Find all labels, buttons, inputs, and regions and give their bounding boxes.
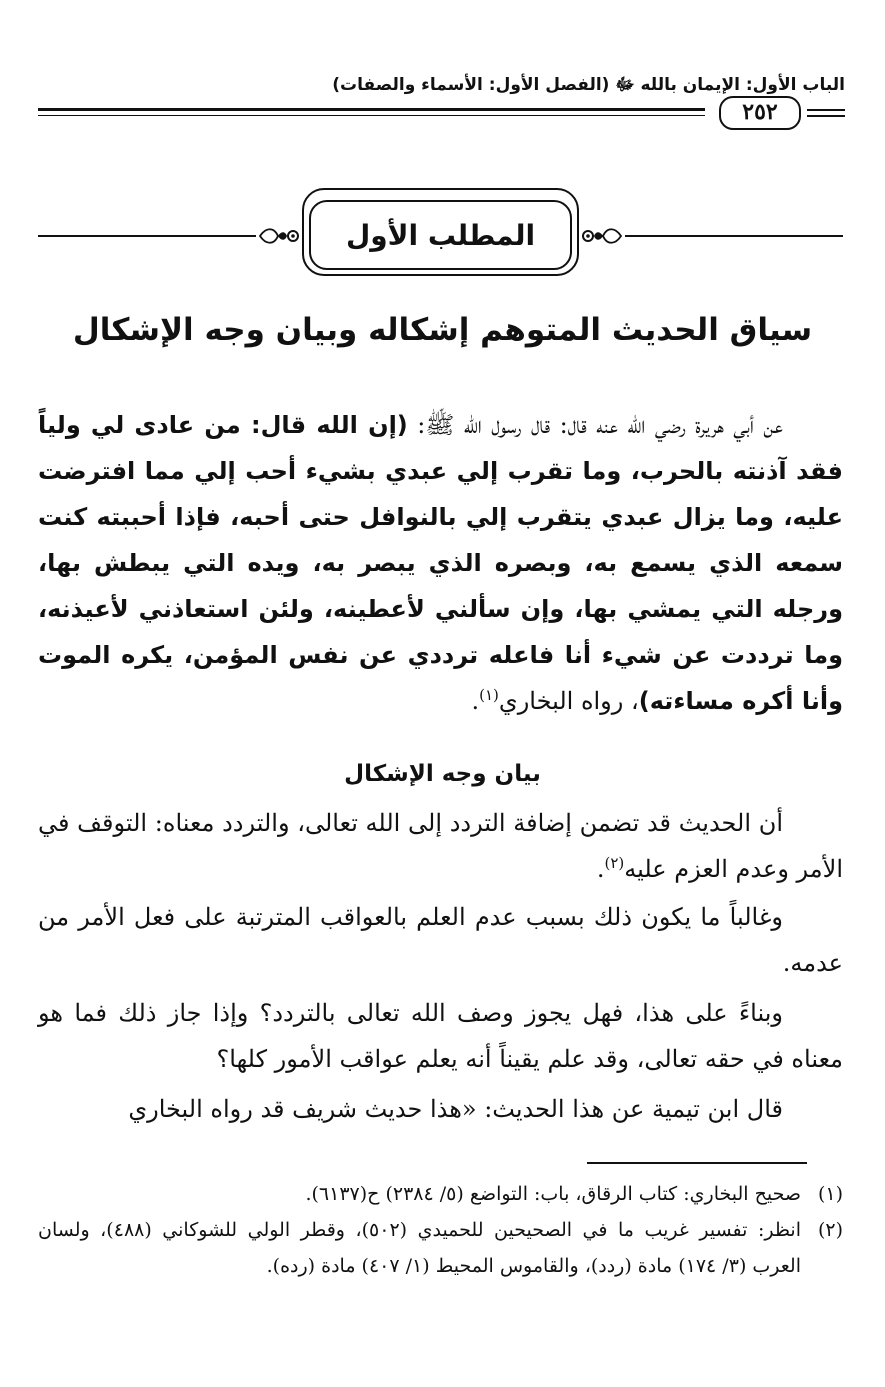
footnote-text: انظر: تفسير غريب ما في الصحيحين للحميدي (٥٠٢)، وقطر الولي للشوكاني (٤٨٨)، ولسان العرب (٣/ ١٧٤) مادة (ردد)، والقاموس المحيط (١/ ٤٠٧) مادة (رده). [38, 1219, 801, 1277]
header-bar-bottom [807, 115, 845, 117]
body-text-4: قال ابن تيمية عن هذا الحديث: «هذا حديث شريف قد رواه البخاري [128, 1095, 783, 1123]
footnote-ref-2: (٢) [604, 854, 625, 872]
footnote-text: صحيح البخاري: كتاب الرقاق، باب: التواضع (٥/ ٢٣٨٤) ح(٦١٣٧). [305, 1183, 801, 1205]
ornament-right-icon [581, 225, 625, 247]
running-head: الباب الأول: الإيمان بالله ﷻ (الفصل الأول: الأسماء والصفات) [332, 75, 845, 95]
page-header [38, 72, 845, 132]
section-line-right [625, 235, 843, 237]
footnote-ref-1: (١) [479, 686, 499, 704]
subheading: بيان وجه الإشكال [344, 761, 541, 787]
body-text-3: وبناءً على هذا، فهل يجوز وصف الله تعالى بالتردد؟ وإذا جاز ذلك فما هو معناه في حقه تعالى، وقد علم يقيناً أنه يعلم عواقب الأمور كلها؟ [38, 999, 843, 1073]
header-rule-thick [38, 108, 705, 111]
hadith-source: ، رواه البخاري [498, 687, 639, 715]
section-line-left [38, 235, 256, 237]
header-bar-top [807, 109, 845, 111]
footnote-number: (٢) [817, 1219, 843, 1241]
page-number: ٢٥٢ [719, 96, 801, 130]
footnote [38, 1176, 843, 1212]
body-paragraph-2 [38, 894, 843, 986]
footnotes [38, 1176, 843, 1284]
body-paragraph-1: أن الحديث قد تضمن إضافة التردد إلى الله تعالى، والتردد معناه: التوقف في الأمر وعدم العزم عليه$^{(٢)}$. [38, 809, 843, 883]
footnote-number: (١) [817, 1183, 843, 1205]
body-paragraph-3 [38, 990, 843, 1082]
ornament-left-icon [256, 225, 300, 247]
header-rule-thin [38, 115, 705, 116]
hadith-intro: عن أبي هريرة رضي الله عنه قال: قال رسول الله ﷺ: [417, 411, 783, 439]
section-title-frame [302, 188, 579, 276]
section-heading [38, 188, 843, 278]
body-paragraph-4 [38, 1086, 843, 1132]
hadith-text: (إن الله قال: من عادى لي ولياً فقد آذنته بالحرب، وما تقرب إلي عبدي بشيء أحب إلي مما افترضت عليه، وما يزال عبدي يتقرب إلي بالنوافل حتى أحبه، فإذا أحببته كنت سمعه الذي يسمع به، وبصره الذي يبصر به، ويده التي يبطش بها، ورجله التي يمشي بها، وإن سألني لأعطينه، ولئن استعاذني لأعيذنه، وما ترددت عن شيء أنا فاعله ترددي عن نفس المؤمن، يكره الموت وأنا أكره مساءته) [38, 411, 843, 715]
footnote [38, 1212, 843, 1284]
section-title: المطلب الأول [309, 200, 572, 270]
body-text-2: وغالباً ما يكون ذلك بسبب عدم العلم بالعواقب المترتبة على فعل الأمر من عدمه. [38, 903, 843, 977]
body-text-1: أن الحديث قد تضمن إضافة التردد إلى الله تعالى، والتردد معناه: التوقف في الأمر وعدم العزم عليه [38, 809, 843, 883]
chapter-title: سياق الحديث المتوهم إشكاله وبيان وجه الإشكال [72, 312, 813, 348]
footnote-separator [587, 1162, 807, 1164]
hadith-paragraph: عن أبي هريرة رضي الله عنه قال: قال رسول الله ﷺ: (إن الله قال: من عادى لي ولياً فقد آذنته بالحرب، وما تقرب إلي عبدي بشيء أحب إلي مما افترضت عليه، وما يزال عبدي يتقرب إلي بالنوافل حتى أحبه، فإذا أحببته كنت سمعه الذي يسمع به، وبصره الذي يبصر به، ويده التي يبطش بها، ورجله التي يمشي بها، وإن سألني لأعطينه، ولئن استعاذني لأعيذنه، وما ترددت عن شيء أنا فاعله ترددي عن نفس المؤمن، يكره الموت وأنا أكره مساءته)، رواه البخاري$^{(١)}$. [38, 411, 843, 715]
